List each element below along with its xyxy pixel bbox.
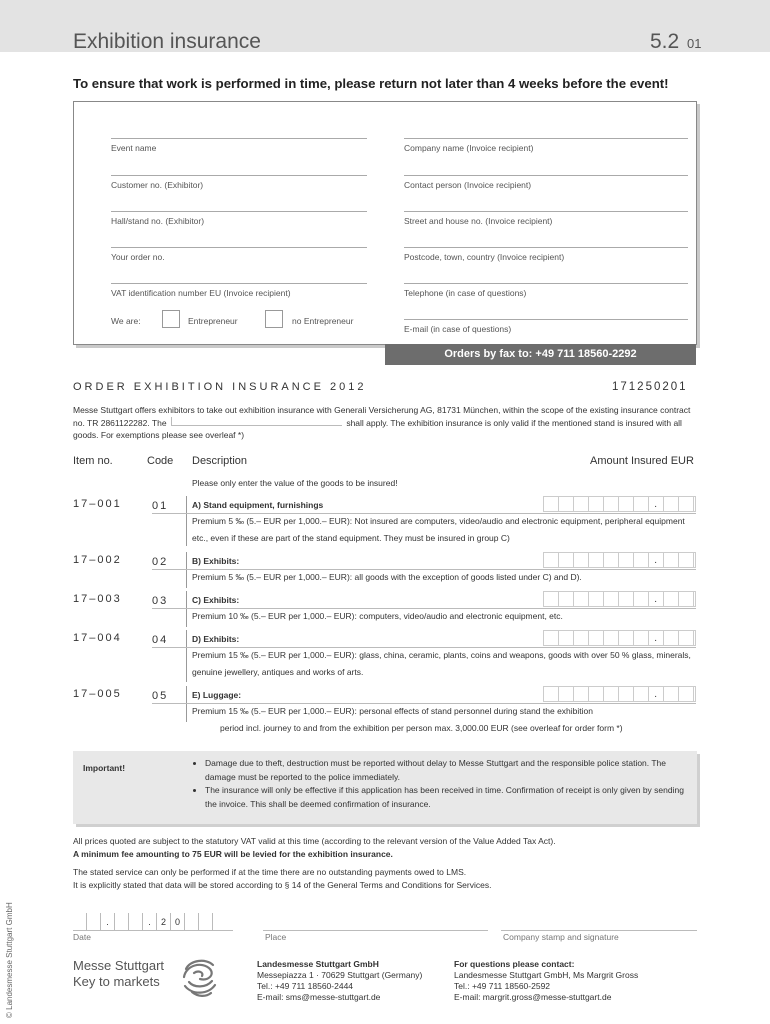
item-no-1: 17–001 xyxy=(73,498,122,510)
col-desc-header: Description xyxy=(192,455,248,467)
item-title-3: C) Exhibits: xyxy=(192,595,240,605)
item-no-2: 17–002 xyxy=(73,554,122,566)
contact-person-field[interactable]: Contact person (Invoice recipient) xyxy=(404,175,688,190)
item-desc-2: Premium 5 ‰ (5.– EUR per 1,000.– EUR): all goods with the exception of goods listed under C) and D). xyxy=(192,572,582,582)
min-fee-note: A minimum fee amounting to 75 EUR will be levied for the exhibition insurance. xyxy=(73,849,393,859)
important-list xyxy=(191,757,685,811)
contact-left-company: Landesmesse Stuttgart GmbH xyxy=(257,959,379,969)
item-divider-5 xyxy=(186,686,187,722)
col-item-header: Item no. xyxy=(73,455,113,467)
hall-stand-field[interactable]: Hall/stand no. (Exhibitor) xyxy=(111,211,367,226)
messe-logo-icon xyxy=(180,955,220,999)
entrepreneur-label: Entrepreneur xyxy=(188,316,238,326)
date-box xyxy=(115,913,129,930)
contact-left xyxy=(257,959,422,1003)
item-divider-4 xyxy=(186,630,187,682)
data-note: It is explicitly stated that data will be stored according to § 14 of the General Terms and Conditions for Services. xyxy=(73,880,492,890)
vat-note: All prices quoted are subject to the statutory VAT valid at this time (according to the relevant version of the Value Added Tax Act). xyxy=(73,836,556,846)
entrepreneur-checkbox[interactable] xyxy=(162,310,180,328)
col-code-header: Code xyxy=(147,455,174,467)
service-note: The stated service can only be performed if at the time there are no outstanding payments owed to LMS. xyxy=(73,867,467,877)
hint-text: Please only enter the value of the goods to be insured! xyxy=(192,478,398,488)
amount-input-5[interactable] xyxy=(543,686,696,702)
date-box: 2 xyxy=(157,913,171,930)
email-field[interactable]: E-mail (in case of questions) xyxy=(404,319,688,334)
contact-left-tel: Tel.: +49 711 18560-2444 xyxy=(257,981,354,991)
item-desc-5b: period incl. journey to and from the exhibition per person max. 3,000.00 EUR (see overleaf for order form *) xyxy=(220,723,623,733)
item-title-5: E) Luggage: xyxy=(192,690,242,700)
vat-id-field[interactable]: VAT identification number EU (Invoice recipient) xyxy=(111,283,367,298)
amount-input-4[interactable] xyxy=(543,630,696,646)
form-number-sub: 01 xyxy=(687,36,702,51)
we-are-label: We are: xyxy=(111,316,141,326)
amount-dot-5: . xyxy=(654,689,657,700)
amount-input-3[interactable] xyxy=(543,591,696,607)
intro-text-1: Messe Stuttgart offers exhibitors to take out exhibition insurance with Generali Versicherung AG, 81731 München, within the scope of the existing insurance contract no. TR 2861122282. The xyxy=(73,405,691,428)
amount-input-1[interactable] xyxy=(543,496,696,512)
item-code-3: 03 xyxy=(152,595,169,607)
item-desc-1: Premium 5 ‰ (5.– EUR per 1,000.– EUR): Not insured are computers, video/audio and electronic equipment, peripheral equipment etc., even if these are part of the stand equipment. They must be insured in group C) xyxy=(192,516,685,543)
amount-dot-1: . xyxy=(654,499,657,510)
item-no-3: 17–003 xyxy=(73,593,122,605)
amount-dot-4: . xyxy=(654,633,657,644)
fax-bar: Orders by fax to: +49 711 18560-2292 xyxy=(385,344,696,365)
intro-text xyxy=(73,404,698,442)
contact-left-address: Messepiazza 1 · 70629 Stuttgart (Germany) xyxy=(257,970,423,980)
item-code-4: 04 xyxy=(152,634,169,646)
item-title-1: A) Stand equipment, furnishings xyxy=(192,500,324,510)
item-divider-2 xyxy=(186,552,187,588)
return-notice: To ensure that work is performed in time, please return not later than 4 weeks before the event! xyxy=(73,76,669,91)
order-title: ORDER EXHIBITION INSURANCE 2012 xyxy=(73,381,367,393)
telephone-field[interactable]: Telephone (in case of questions) xyxy=(404,283,688,298)
important-bullet-2: • The insurance will only be effective if this application has been received in time. Confirmation of receipt is only given by sending the invoice. This shall be deemed confirmation of insurance. xyxy=(205,784,685,811)
item-code-1: 01 xyxy=(152,500,169,512)
item-desc-5: Premium 15 ‰ (5.– EUR per 1,000.– EUR): personal effects of stand personnel during stand the exhibition xyxy=(192,706,593,716)
contact-right-email[interactable]: E-mail: margrit.gross@messe-stuttgart.de xyxy=(454,992,612,1002)
contact-right-person: Landesmesse Stuttgart GmbH, Ms Margrit Gross xyxy=(454,970,639,980)
no-entrepreneur-label: no Entrepreneur xyxy=(292,316,354,326)
customer-no-field[interactable]: Customer no. (Exhibitor) xyxy=(111,175,367,190)
form-number xyxy=(650,30,702,54)
company-name-field[interactable]: Company name (Invoice recipient) xyxy=(404,138,688,153)
brand-name: Messe Stuttgart xyxy=(73,958,165,973)
contact-right xyxy=(454,959,638,1003)
stamp-rule[interactable] xyxy=(501,930,697,931)
place-rule[interactable] xyxy=(263,930,488,931)
date-box: . xyxy=(143,913,157,930)
no-entrepreneur-checkbox[interactable] xyxy=(265,310,283,328)
copyright-vertical: © Landesmesse Stuttgart GmbH xyxy=(5,902,14,1018)
event-name-field[interactable]: Event name xyxy=(111,138,367,153)
date-box: 0 xyxy=(171,913,185,930)
date-box xyxy=(129,913,143,930)
important-label: Important! xyxy=(83,763,126,773)
brand-tagline: Key to markets xyxy=(73,974,160,989)
date-box xyxy=(87,913,101,930)
form-number-main: 5.2 xyxy=(650,30,680,53)
item-no-4: 17–004 xyxy=(73,632,122,644)
brand-block xyxy=(73,958,164,990)
item-code-2: 02 xyxy=(152,556,169,568)
amount-dot-2: . xyxy=(654,555,657,566)
item-desc-3: Premium 10 ‰ (5.– EUR per 1,000.– EUR): computers, video/audio and electronic equipment, etc. xyxy=(192,611,563,621)
date-rule xyxy=(73,930,233,931)
item-title-2: B) Exhibits: xyxy=(192,556,240,566)
postcode-field[interactable]: Postcode, town, country (Invoice recipient) xyxy=(404,247,688,262)
customer-details-box xyxy=(73,101,697,345)
place-label: Place xyxy=(265,932,287,942)
order-number: 171250201 xyxy=(612,381,688,393)
important-box xyxy=(73,751,697,824)
stamp-label: Company stamp and signature xyxy=(503,932,619,942)
contact-right-heading: For questions please contact: xyxy=(454,959,575,969)
item-title-4: D) Exhibits: xyxy=(192,634,240,644)
contact-left-email[interactable]: E-mail: sms@messe-stuttgart.de xyxy=(257,992,381,1002)
page-title: Exhibition insurance xyxy=(73,30,261,53)
amount-dot-3: . xyxy=(654,594,657,605)
item-code-5: 05 xyxy=(152,690,169,702)
street-field[interactable]: Street and house no. (Invoice recipient) xyxy=(404,211,688,226)
item-no-5: 17–005 xyxy=(73,688,122,700)
item-desc-4: Premium 15 ‰ (5.– EUR per 1,000.– EUR): glass, china, ceramic, plants, coins and weapons, goods with over 50 % glass, minerals, genuine jewellery, antiques and works of arts. xyxy=(192,650,691,677)
item-divider-3 xyxy=(186,591,187,627)
date-box xyxy=(185,913,199,930)
contact-right-tel: Tel.: +49 711 18560-2592 xyxy=(454,981,551,991)
date-box xyxy=(73,913,87,930)
item-divider-1 xyxy=(186,496,187,546)
date-box xyxy=(199,913,213,930)
order-no-field[interactable]: Your order no. xyxy=(111,247,367,262)
intro-text-2: shall apply. The exhibition insurance is only valid if the mentioned stand is insured with all goods. For exemptions please see overleaf *) xyxy=(73,417,682,441)
amount-input-2[interactable] xyxy=(543,552,696,568)
date-label: Date xyxy=(73,932,91,942)
date-box: . xyxy=(101,913,115,930)
important-bullet-1: • Damage due to theft, destruction must be reported without delay to Messe Stuttgart and the responsible police station. The damage must be reported to the police immediately. xyxy=(205,757,685,784)
conditions-blank[interactable] xyxy=(171,417,342,426)
col-amount-header: Amount Insured EUR xyxy=(590,455,694,467)
